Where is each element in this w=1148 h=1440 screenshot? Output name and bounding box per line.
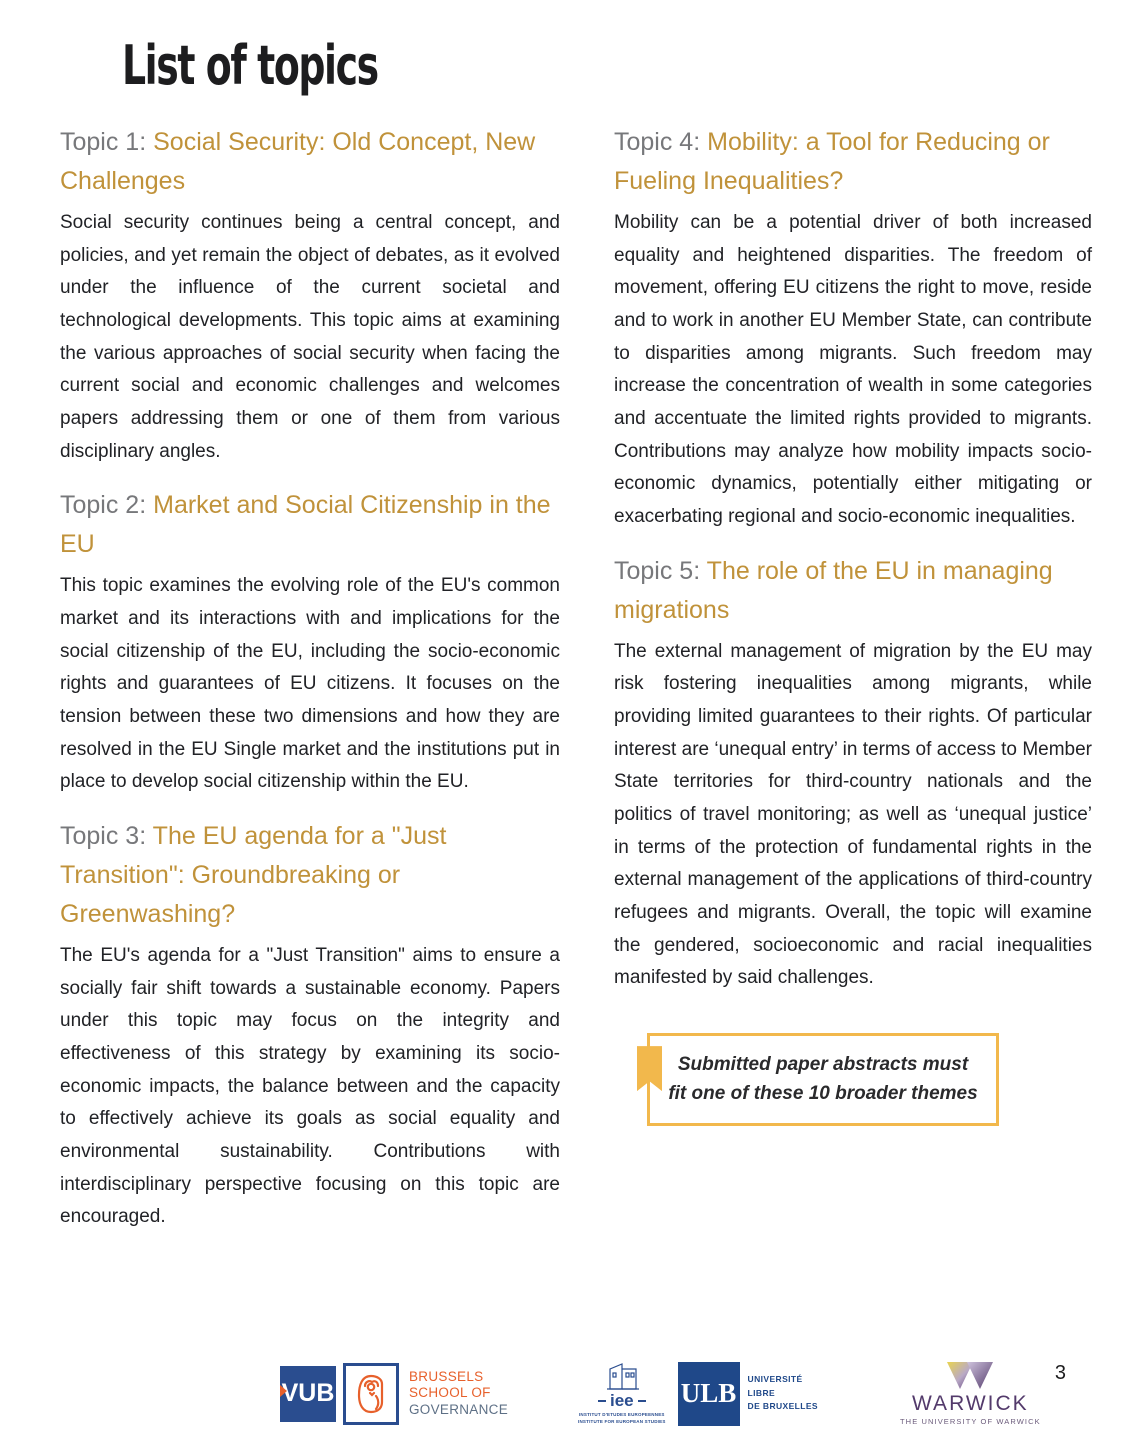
vub-logo-text: VUB	[281, 1379, 335, 1407]
right-column	[614, 123, 1092, 1248]
warwick-logo	[900, 1361, 1041, 1426]
topic-3	[60, 817, 560, 1234]
topic-3-title: The EU agenda for a "Just Transition": Groundbreaking or Greenwashing?	[60, 822, 447, 929]
topic-3-body: The EU's agenda for a "Just Transition" aims to ensure a socially fair shift towards a sustainable economy. Papers under this topic may focus on the integrity and effectiveness of this strategy by examining its socio-economic impacts, the balance between and the capacity to effectively achieve its goals as social equality and environmental sustainability. Contributions with interdisciplinary perspective focusing on this topic are encouraged.	[60, 945, 560, 1228]
topic-2-heading	[60, 486, 560, 564]
left-column	[60, 123, 560, 1248]
bsog-line3: GOVERNANCE	[409, 1401, 509, 1417]
page-number: 3	[1054, 1362, 1066, 1384]
topic-4-body: Mobility can be a potential driver of both increased equality and heightened disparities. The freedom of movement, offering EU citizens the right to move, reside and to work in another EU Member State, can contribute to disparities among migrants. Such freedom may increase the concentration of wealth in some categories and accentuate the limited rights provided to migrants. Contributions may analyze how mobility impacts socio-economic dynamics, potentially either mitigating or exacerbating regional and socio-economic inequalities.	[614, 212, 1092, 528]
bsog-line2: SCHOOL OF	[409, 1385, 491, 1401]
bsog-logo-text	[409, 1369, 508, 1418]
iee-text: iee	[609, 1391, 634, 1411]
vub-logo	[280, 1366, 336, 1422]
topic-1	[60, 123, 560, 468]
topic-2-label: Topic 2:	[60, 491, 147, 520]
topic-3-heading	[60, 817, 560, 934]
iee-caption-line2: INSTITUTE FOR EUROPEAN STUDIES	[578, 1419, 666, 1424]
topic-4-label: Topic 4:	[614, 128, 701, 156]
owl-icon	[343, 1363, 399, 1425]
ulb-caption-line2: LIBRE	[747, 1387, 776, 1398]
ulb-logo-text: ULB	[680, 1378, 737, 1408]
topic-5-label: Topic 5:	[614, 556, 701, 585]
topic-3-label: Topic 3:	[60, 822, 147, 851]
iee-caption	[578, 1412, 666, 1426]
topic-1-body: Social security continues being a central concept, and policies, and yet remain the object of debates, as it evolved under the influence of the current societal and technological developments. This topic aims at examining the various approaches of social security when facing the current social and economic challenges and welcomes papers addressing them or one of them from various disciplinary angles.	[60, 212, 560, 462]
iee-logo	[578, 1361, 666, 1426]
topic-2-body: This topic examines the evolving role of the EU's common market and its interactions with and implications for the social citizenship of the EU, including the socio-economic rights and guarantees of EU citizens. It focuses on the tension between these two dimensions and how they are resolved in the EU Single market and the institutions put in place to develop social citizenship within the EU.	[60, 575, 560, 793]
callout-box	[647, 1033, 999, 1126]
owl-icon-svg	[352, 1372, 390, 1416]
callout-text: Submitted paper abstracts must fit one of these 10 broader themes	[668, 1054, 978, 1104]
topic-5-heading	[614, 552, 1092, 630]
warwick-caption: THE UNIVERSITY OF WARWICK	[900, 1417, 1041, 1426]
two-column-layout	[60, 123, 1148, 1248]
topic-4	[614, 123, 1092, 534]
ulb-logo	[678, 1362, 740, 1426]
page-title: List of topics	[122, 34, 378, 97]
ulb-caption	[748, 1373, 818, 1414]
warwick-w-icon	[939, 1361, 1001, 1391]
topic-2	[60, 486, 560, 799]
topic-1-heading	[60, 123, 560, 201]
ulb-caption-line3: DE BRUXELLES	[747, 1401, 818, 1412]
topic-5-body: The external management of migration by the EU may risk fostering inequalities among migrants, while providing limited guarantees to their rights. Of particular interest are ‘unequal entry’ in terms of access to Member State territories for third-country nationals and the politics of travel monitoring; as well as ‘unequal justice’ in terms of the protection of fundamental rights in the external management of the applications of third-country refugees and migrants. Overall, the topic will examine the gendered, socioeconomic and racial inequalities manifested by said challenges.	[614, 640, 1092, 989]
topic-5-title: The role of the EU in managing migrations	[614, 556, 1053, 624]
bookmark-icon	[637, 1046, 662, 1091]
topic-2-title: Market and Social Citizenship in the EU	[60, 491, 551, 559]
vub-accent-triangle	[280, 1385, 287, 1397]
topic-4-title: Mobility: a Tool for Reducing or Fueling Inequalities?	[614, 128, 1050, 195]
iee-caption-line1: INSTITUT D'ETUDES EUROPEENNES	[578, 1412, 665, 1418]
ulb-caption-line1: UNIVERSITÉ	[747, 1374, 803, 1385]
warwick-logo-text: WARWICK	[912, 1392, 1029, 1415]
iee-building-icon	[600, 1361, 644, 1391]
topic-4-heading	[614, 123, 1092, 201]
bsog-line1: BRUSSELS	[409, 1368, 484, 1384]
topic-1-title: Social Security: Old Concept, New Challenges	[60, 128, 536, 195]
iee-logo-text	[598, 1392, 646, 1409]
topic-1-label: Topic 1:	[60, 128, 147, 156]
topic-5	[614, 552, 1092, 995]
partner-logos-footer	[280, 1361, 1041, 1426]
